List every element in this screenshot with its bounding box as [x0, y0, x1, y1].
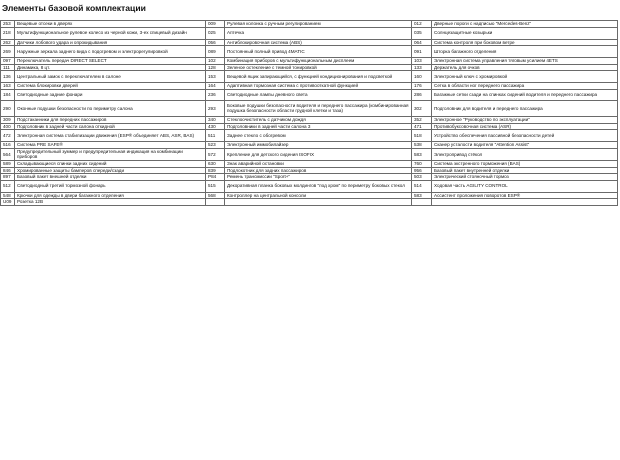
table-row: [1, 58, 618, 65]
option-description: Подголовник в задней части салона откидной: [15, 123, 206, 130]
option-code: 548: [1, 192, 15, 199]
option-description: Дверные пороги с надписью "Mercedes-Benz": [432, 21, 618, 28]
table-row: [1, 167, 618, 174]
option-code: 846: [1, 167, 15, 174]
option-code: 103: [412, 58, 432, 65]
page-title: Элементы базовой комплектации: [2, 3, 146, 13]
option-description: Сканер усталости водителя "Attention Assist": [432, 142, 618, 149]
option-description: Контроллер на центральной консоли: [225, 192, 412, 199]
option-code: 133: [412, 64, 432, 71]
option-description: Наружные зеркала заднего вида с подогревом и электрорегулировкой: [15, 46, 206, 58]
option-description: Крючки для одежды в двери багажного отделения: [15, 192, 206, 199]
option-description: Ходовая часть AGILITY CONTROL: [432, 180, 618, 192]
table-row: [1, 174, 618, 181]
option-code: [206, 199, 225, 206]
option-description: Противобуксовочная система (ASR): [432, 123, 618, 130]
option-code: 568: [206, 192, 225, 199]
option-description: Система контроля при боковом ветре: [432, 39, 618, 46]
option-code: 253: [1, 21, 15, 28]
option-code: 583: [412, 148, 432, 160]
option-description: Солнцезащитные козырьки: [432, 27, 618, 39]
option-code: 897: [1, 174, 15, 181]
option-description: Система экстренного торможения (BAS): [432, 160, 618, 167]
option-description: Вещевой ящик запирающийся, с функцией кондиционирования и подсветкой: [225, 71, 412, 83]
option-code: 184: [1, 89, 15, 100]
option-code: 760: [412, 160, 432, 167]
option-code: 111: [1, 64, 15, 71]
option-description: Электрический стояночный тормоз: [432, 174, 618, 181]
option-description: Подголовник для водителя и переднего пассажира: [432, 100, 618, 116]
option-code: 286: [412, 89, 432, 100]
option-code: 089: [206, 46, 225, 58]
table-row: [1, 123, 618, 130]
option-code: U09: [1, 199, 15, 206]
option-code: 516: [1, 142, 15, 149]
option-code: 538: [412, 142, 432, 149]
table-row: [1, 148, 618, 160]
option-code: 269: [1, 46, 15, 58]
option-description: Рулевая колонка с ручным регулированием: [225, 21, 412, 28]
option-description: Подголовники в задней части салона 3: [225, 123, 412, 130]
option-code: 503: [412, 174, 432, 181]
option-code: 430: [206, 123, 225, 130]
option-description: Боковые подушки безопасности водителя и переднего пассажира (комбинированная подушка безопасности области грудной клетки и таза): [225, 100, 412, 116]
option-code: 514: [412, 180, 432, 192]
option-description: [225, 199, 412, 206]
table-row: [1, 64, 618, 71]
option-code: 512: [1, 180, 15, 192]
table-row: [1, 142, 618, 149]
option-description: Вещевые отсеки в дверях: [15, 21, 206, 28]
table-row: [1, 46, 618, 58]
option-code: 164: [206, 83, 225, 90]
option-description: Шторка багажного отделения: [432, 46, 618, 58]
option-description: [432, 199, 618, 206]
option-description: Розетка 12В: [15, 199, 206, 206]
option-code: 091: [412, 46, 432, 58]
option-code: P84: [206, 174, 225, 181]
option-code: 218: [1, 27, 15, 39]
option-description: Электронное "Руководство по эксплуатации": [432, 116, 618, 123]
option-code: 097: [1, 58, 15, 65]
option-description: Базовый пакет внутренней отделки: [432, 167, 618, 174]
option-code: 309: [1, 116, 15, 123]
table-row: [1, 130, 618, 142]
option-code: [412, 199, 432, 206]
option-code: 136: [1, 71, 15, 83]
option-code: 589: [1, 160, 15, 167]
option-code: 471: [412, 123, 432, 130]
option-code: 009: [206, 21, 225, 28]
table-row: [1, 27, 618, 39]
option-description: Зеленое остекление с темной тонировкой: [225, 64, 412, 71]
option-code: 572: [206, 148, 225, 160]
option-code: 160: [412, 71, 432, 83]
option-code: 012: [412, 21, 432, 28]
option-description: Знак аварийной остановки: [225, 160, 412, 167]
option-description: Система PRE SAFE®: [15, 142, 206, 149]
option-code: 290: [1, 100, 15, 116]
option-code: 839: [206, 167, 225, 174]
option-code: 564: [1, 148, 15, 160]
option-code: 630: [206, 160, 225, 167]
option-code: 472: [1, 130, 15, 142]
option-description: Крепление для детского сидения ISOFIX: [225, 148, 412, 160]
option-description: Постоянный полный привод 4MATIC: [225, 46, 412, 58]
option-description: Электронный ключ с хромировкой: [432, 71, 618, 83]
option-description: Аптечка: [225, 27, 412, 39]
option-code: 176: [412, 83, 432, 90]
option-description: Декоративная планка боковых молдингов "под хром" по периметру боковых стекол: [225, 180, 412, 192]
option-description: Складывающиеся спинки задних сидений: [15, 160, 206, 167]
option-code: 511: [206, 130, 225, 142]
option-description: Мультифункциональное рулевое колесо из черной кожи, 3-ех спицевый дизайн: [15, 27, 206, 39]
table-row: [1, 89, 618, 100]
option-description: Датчики лобового удара и опрокидывания: [15, 39, 206, 46]
option-code: 400: [1, 123, 15, 130]
option-code: 518: [412, 130, 432, 142]
table-row: [1, 71, 618, 83]
option-description: Заднее стекло с обогревом: [225, 130, 412, 142]
option-description: Комбинация приборов с мультифункциональным дисплеем: [225, 58, 412, 65]
option-description: Подстаканники для передних пассажиров: [15, 116, 206, 123]
option-description: Ремень трансмиссии "Sport+": [225, 174, 412, 181]
option-code: 064: [412, 39, 432, 46]
option-description: Электропривод стёкол: [432, 148, 618, 160]
option-code: 293: [206, 100, 225, 116]
option-description: Динамика, 8 цт.: [15, 64, 206, 71]
option-description: Хромированные защиты бамперов спереди/сзади: [15, 167, 206, 174]
table-row: [1, 199, 618, 206]
option-description: Светодиодный третий тормозной фонарь: [15, 180, 206, 192]
option-description: Светодиодные задние фонари: [15, 89, 206, 100]
option-code: 153: [206, 71, 225, 83]
option-description: Электронный иммобилайзер: [225, 142, 412, 149]
option-description: Стеклоочиститель с датчиком дождя: [225, 116, 412, 123]
option-description: Система блокировки дверей: [15, 83, 206, 90]
option-code: 583: [412, 192, 432, 199]
option-code: 340: [206, 116, 225, 123]
option-code: 262: [1, 39, 15, 46]
option-description: Подлокотник для задних пассажиров: [225, 167, 412, 174]
option-code: 025: [206, 27, 225, 39]
option-description: Антиблокировочная система (ABS): [225, 39, 412, 46]
option-code: 236: [206, 89, 225, 100]
table-row: [1, 192, 618, 199]
table-row: [1, 100, 618, 116]
option-description: Центральный замок с переключателем в салоне: [15, 71, 206, 83]
option-description: Багажные сетки сзади на спинках сидений водителя и переднего пассажира: [432, 89, 618, 100]
option-description: Светодиодные лампы дневного света: [225, 89, 412, 100]
option-code: 956: [412, 167, 432, 174]
option-code: 056: [206, 39, 225, 46]
option-description: Базовый пакет внешней отделки: [15, 174, 206, 181]
option-description: Переключатель передач DIRECT SELECT: [15, 58, 206, 65]
option-description: Электронная система стабилизации движения (ESP® объединяет ABS, ASR, BAS): [15, 130, 206, 142]
option-code: 515: [206, 180, 225, 192]
option-description: Адаптивная тормозная система с противооткатной функцией: [225, 83, 412, 90]
option-code: 523: [206, 142, 225, 149]
table-row: [1, 39, 618, 46]
option-code: 035: [412, 27, 432, 39]
option-description: Оконные подушки безопасности по периметру салона: [15, 100, 206, 116]
option-code: 128: [206, 64, 225, 71]
table-row: [1, 160, 618, 167]
table-row: [1, 83, 618, 90]
table-row: [1, 180, 618, 192]
option-description: Ассистент проложения поворотов ESP®: [432, 192, 618, 199]
equipment-table: [0, 20, 618, 206]
option-code: 163: [1, 83, 15, 90]
option-description: Устройство обеспечения пассивной безопасности детей: [432, 130, 618, 142]
option-description: Предупредительный зуммер и предупредительная индикация на комбинации приборов: [15, 148, 206, 160]
table-row: [1, 21, 618, 28]
option-code: 102: [206, 58, 225, 65]
option-description: Электронная система управления тяговым усилием 4ETS: [432, 58, 618, 65]
option-description: Сетка в области ног переднего пассажира: [432, 83, 618, 90]
table-row: [1, 116, 618, 123]
option-code: 302: [412, 100, 432, 116]
option-description: Держатель для очков: [432, 64, 618, 71]
option-code: 352: [412, 116, 432, 123]
